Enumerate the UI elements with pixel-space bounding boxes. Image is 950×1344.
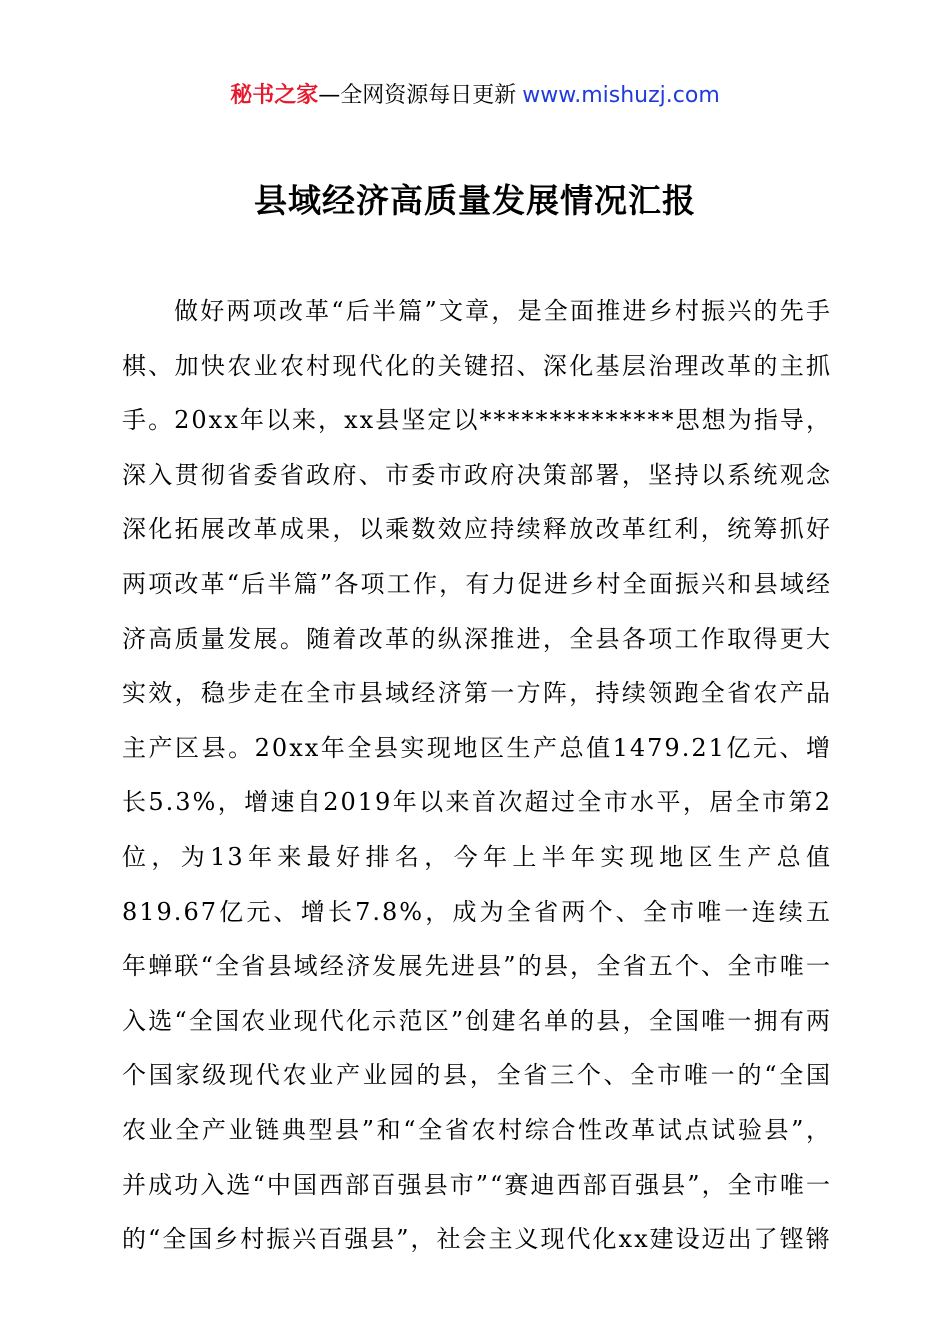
- document-paragraph: 做好两项改革“后半篇”文章，是全面推进乡村振兴的先手棋、加快农业农村现代化的关键招、深化基层治理改革的主抓手。20xx年以来，xx县坚定以**************思想为指导，深入贯彻省委省政府、市委市政府决策部署，坚持以系统观念深化拓展改革成果，以乘数效应持续释放改革红利，统筹抓好两项改革“后半篇”各项工作，有力促进乡村全面振兴和县域经济高质量发展。随着改革的纵深推进，全县各项工作取得更大实效，稳步走在全市县域经济第一方阵，持续领跑全省农产品主产区县。20xx年全县实现地区生产总值1479.21亿元、增长5.3%，增速自2019年以来首次超过全市水平，居全市第2位，为13年来最好排名，今年上半年实现地区生产总值819.67亿元、增长7.8%，成为全省两个、全市唯一连续五年蝉联“全省县域经济发展先进县”的县，全省五个、全市唯一入选“全国农业现代化示范区”创建名单的县，全国唯一拥有两个国家级现代农业产业园的县，全省三个、全市唯一的“全国农业全产业链典型县”和“全省农村综合性改革试点试验县”，并成功入选“中国西部百强县市”“赛迪西部百强县”，全市唯一的“全国乡村振兴百强县”，社会主义现代化xx建设迈出了铿锵: [122, 297, 832, 1254]
- document-title: 县域经济高质量发展情况汇报: [254, 181, 696, 220]
- header-dash: —: [318, 83, 341, 108]
- site-brand: 秘书之家: [230, 83, 319, 108]
- site-header: [0, 80, 950, 112]
- site-url-link[interactable]: www.mishuzj.com: [522, 83, 720, 108]
- site-tagline: 全网资源每日更新: [340, 83, 517, 108]
